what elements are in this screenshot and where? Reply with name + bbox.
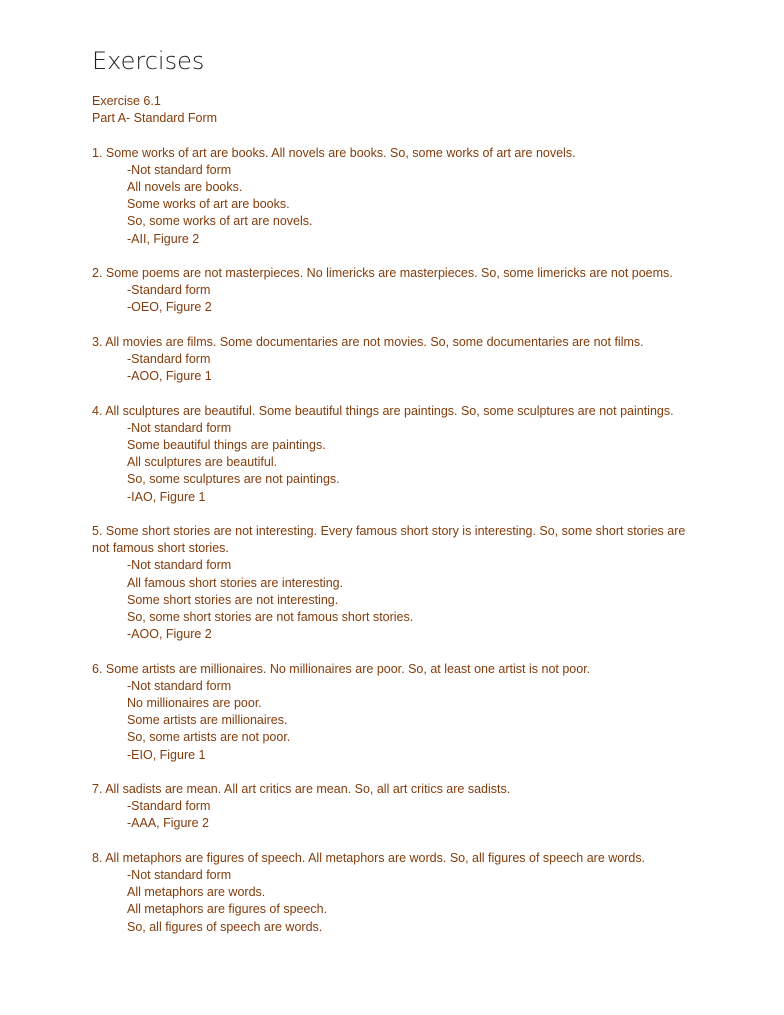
item-detail-line: Some beautiful things are paintings. xyxy=(127,438,326,452)
item-detail-line: -Standard form xyxy=(127,799,211,814)
item-detail-line: -Not standard form xyxy=(127,678,232,693)
exercise-header xyxy=(92,93,702,127)
item-detail-line: -Standard form xyxy=(127,352,211,366)
item-detail-line: -AAA, Figure 2 xyxy=(127,816,209,831)
item-spacer xyxy=(92,248,702,265)
exercise-label: Exercise 6.1 xyxy=(92,94,161,108)
item-statement: 6. Some artists are millionaires. No millionaires are poor. So, at least one artist is not poor. xyxy=(92,661,591,676)
item-detail-line: So, some artists are not poor. xyxy=(127,730,291,745)
item-detail-line: So, some short stories are not famous short stories. xyxy=(127,610,414,625)
item-spacer xyxy=(92,833,702,850)
exercise-item xyxy=(92,385,702,505)
item-detail-line: All novels are books. xyxy=(127,180,243,194)
item-detail-line: -AOO, Figure 1 xyxy=(127,369,212,384)
page-title: Exercises xyxy=(92,47,205,75)
item-spacer xyxy=(92,385,702,402)
item-detail-line: -Standard form xyxy=(127,283,211,298)
item-detail-line: -IAO, Figure 1 xyxy=(127,489,206,504)
item-statement: 7. All sadists are mean. All art critics are mean. So, all art critics are sadists. xyxy=(92,782,511,797)
item-detail-line: -Not standard form xyxy=(127,868,232,883)
item-spacer xyxy=(92,764,702,781)
exercise-item xyxy=(92,833,702,936)
document-page xyxy=(92,44,702,936)
item-detail-line: Some artists are millionaires. xyxy=(127,713,288,728)
item-detail-line: So, some sculptures are not paintings. xyxy=(127,472,340,487)
item-detail-line: Some works of art are books. xyxy=(127,197,290,212)
item-statement: 1. Some works of art are books. All novels are books. So, some works of art are novels. xyxy=(92,145,576,160)
item-detail-line: All metaphors are figures of speech. xyxy=(127,902,328,917)
item-detail-line: -OEO, Figure 2 xyxy=(127,300,212,315)
item-detail-line: -AOO, Figure 2 xyxy=(127,627,212,642)
exercise-items xyxy=(92,127,702,935)
exercise-item xyxy=(92,764,702,833)
exercise-item xyxy=(92,248,702,317)
exercise-item xyxy=(92,317,702,386)
item-spacer xyxy=(92,506,702,523)
item-detail-line: -Not standard form xyxy=(127,420,232,435)
exercise-item xyxy=(92,643,702,763)
exercise-item xyxy=(92,127,702,247)
item-statement: 4. All sculptures are beautiful. Some beautiful things are paintings. So, some sculptures are not paintings. xyxy=(92,403,674,418)
item-detail-line: -Not standard form xyxy=(127,558,232,573)
item-detail-line: So, all figures of speech are words. xyxy=(127,919,323,934)
item-detail-line: Some short stories are not interesting. xyxy=(127,592,339,607)
item-spacer xyxy=(92,127,702,144)
exercise-item xyxy=(92,506,702,644)
item-statement: 8. All metaphors are figures of speech. All metaphors are words. So, all figures of speech are words. xyxy=(92,850,646,865)
item-detail-line: No millionaires are poor. xyxy=(127,696,262,711)
item-spacer xyxy=(92,643,702,660)
item-statement: 2. Some poems are not masterpieces. No limericks are masterpieces. So, some limericks are not poems. xyxy=(92,266,673,280)
item-detail-line: So, some works of art are novels. xyxy=(127,214,313,229)
item-statement: 5. Some short stories are not interesting. Every famous short story is interesting. So, some short stories are not famous short stories. xyxy=(92,524,689,556)
item-detail-line: All sculptures are beautiful. xyxy=(127,455,278,470)
item-detail-line: All famous short stories are interesting. xyxy=(127,575,344,590)
item-statement: 3. All movies are films. Some documentaries are not movies. So, some documentaries are not films. xyxy=(92,334,644,349)
item-detail-line: All metaphors are words. xyxy=(127,885,266,900)
item-spacer xyxy=(92,317,702,334)
item-detail-line: -AII, Figure 2 xyxy=(127,231,200,246)
item-detail-line: -Not standard form xyxy=(127,162,232,177)
part-label: Part A- Standard Form xyxy=(92,111,218,126)
item-detail-line: -EIO, Figure 1 xyxy=(127,747,206,762)
